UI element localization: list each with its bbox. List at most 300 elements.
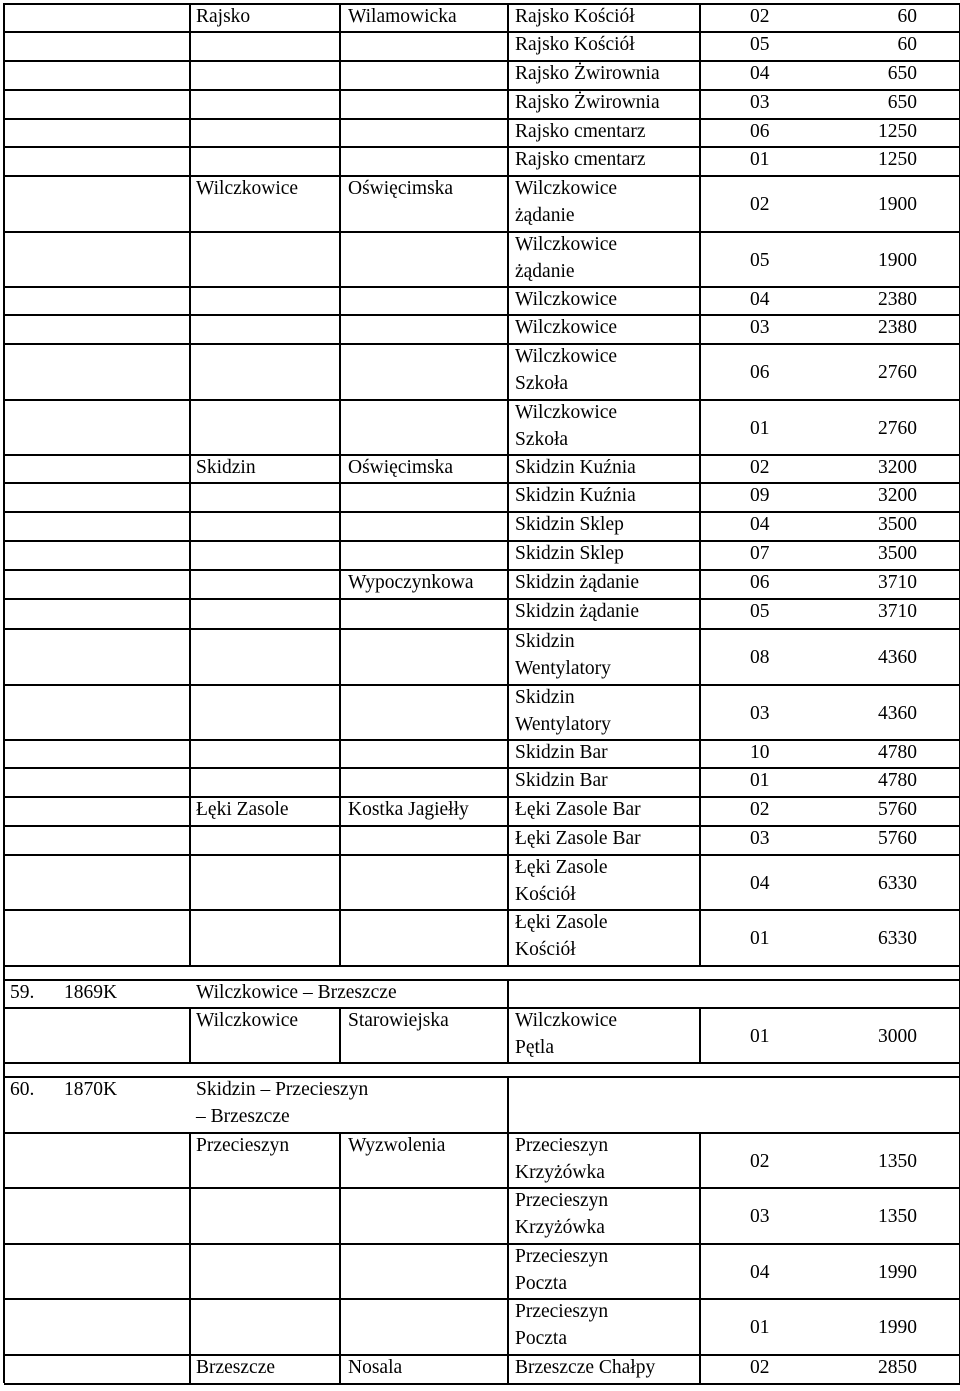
column-border [507,60,509,89]
distance-cell: 3710 [878,601,917,622]
column-border [699,739,701,767]
distance-cell: 2760 [878,417,917,439]
column-border [3,628,5,684]
distance-cell: 3500 [878,514,917,535]
post-number-cell: 04 [750,872,770,894]
column-border [699,1243,701,1298]
column-border [189,89,191,118]
column-border [3,89,5,118]
column-border [699,796,701,825]
stop-name-cell: żądanie [515,261,575,282]
column-border [339,3,341,31]
row-border [4,399,960,401]
row-border [4,628,960,630]
distance-cell: 650 [887,63,917,84]
column-border [3,3,5,31]
column-border [699,628,701,684]
city-cell: Rajsko [196,6,251,27]
stop-name-cell: Skidzin Bar [515,770,608,791]
column-border [699,146,701,175]
post-number-cell: 06 [750,572,770,593]
column-border [507,1132,509,1187]
row-border [4,1132,960,1134]
street-cell: Wilamowicka [348,6,457,27]
column-border [339,540,341,569]
column-border [699,482,701,511]
column-border [3,909,5,965]
column-border [699,684,701,739]
column-border [339,314,341,343]
column-border [699,1132,701,1187]
column-border [3,1354,5,1383]
column-border [3,598,5,628]
row-border [4,979,960,981]
column-border [699,3,701,31]
column-border [507,598,509,628]
post-number-cell: 03 [750,92,770,113]
post-number-cell: 09 [750,485,770,506]
stop-name-cell: Poczta [515,1328,567,1349]
column-border [3,854,5,909]
column-border [339,118,341,146]
column-border [339,739,341,767]
street-cell: Oświęcimska [348,178,454,199]
column-border [3,511,5,540]
row-border [4,343,960,345]
distance-cell: 2380 [878,289,917,310]
column-border [507,796,509,825]
distance-cell: 3200 [878,457,917,478]
distance-cell: 3500 [878,543,917,564]
stop-name-cell: Skidzin Sklep [515,514,624,535]
street-cell: Nosala [348,1357,403,1378]
column-border [699,1354,701,1383]
post-number-cell: 04 [750,63,770,84]
stop-name-cell: Przecieszyn [515,1135,609,1156]
stop-name-cell: Kościół [515,884,576,905]
post-number-cell: 04 [750,514,770,535]
column-border [699,540,701,569]
column-border [189,739,191,767]
column-border [339,482,341,511]
column-border [699,1298,701,1354]
stop-name-cell: Poczta [515,1273,567,1294]
post-number-cell: 02 [750,799,770,820]
column-border [339,854,341,909]
column-border [189,146,191,175]
column-border [189,286,191,314]
post-number-cell: 01 [750,417,770,439]
column-border [339,231,341,286]
stop-name-cell: Rajsko cmentarz [515,149,646,170]
distance-cell: 2850 [878,1357,917,1378]
column-border [3,684,5,739]
column-border [189,1354,191,1383]
distance-cell: 1250 [878,121,917,142]
stop-name-cell: Wentylatory [515,658,611,679]
column-border [189,60,191,89]
column-border [189,454,191,482]
column-border [3,1076,5,1132]
column-border [699,454,701,482]
stop-name-cell: Szkoła [515,373,569,394]
post-number-cell: 08 [750,647,770,668]
column-border [339,511,341,540]
stop-name-cell: Rajsko Żwirownia [515,92,660,113]
column-border [3,767,5,796]
column-border [699,511,701,540]
column-border [507,767,509,796]
column-border [189,628,191,684]
column-border [3,825,5,854]
column-border [339,343,341,399]
column-border [699,175,701,231]
column-border [189,31,191,60]
stop-name-cell: Wilczkowice [515,178,618,199]
post-number-cell: 07 [750,543,770,564]
distance-cell: 4360 [878,647,917,668]
column-border [699,31,701,60]
column-border [339,454,341,482]
column-border [507,1187,509,1243]
post-number-cell: 04 [750,289,770,310]
distance-cell: 3000 [878,1025,917,1047]
column-border [3,399,5,454]
distance-cell: 1990 [878,1261,917,1283]
column-border [3,118,5,146]
column-border [339,399,341,454]
column-border [3,482,5,511]
stop-name-cell: Skidzin Bar [515,742,608,763]
street-cell: Wypoczynkowa [348,572,474,593]
row-border [4,1007,960,1009]
column-border [507,89,509,118]
column-border [507,909,509,965]
column-border [507,454,509,482]
column-border [189,796,191,825]
street-cell: Wyzwolenia [348,1135,446,1156]
stop-name-cell: Krzyżówka [515,1217,605,1238]
route-name: Skidzin – Przecieszyn [196,1079,369,1100]
stop-name-cell: Łęki Zasole [515,857,608,878]
column-border [339,1132,341,1187]
column-border [3,1187,5,1243]
stop-name-cell: Rajsko Kościół [515,34,635,55]
stop-name-cell: Przecieszyn [515,1301,609,1322]
row-border [4,1187,960,1189]
post-number-cell: 03 [750,828,770,849]
post-number-cell: 06 [750,362,770,383]
column-border [339,31,341,60]
column-border [3,569,5,598]
column-border [3,979,5,1007]
post-number-cell: 03 [750,317,770,338]
column-border [699,399,701,454]
column-border [189,569,191,598]
column-border [189,1243,191,1298]
column-border [3,965,5,979]
column-border [699,231,701,286]
stop-name-cell: Wentylatory [515,714,611,735]
stop-name-cell: Skidzin żądanie [515,572,639,593]
column-border [699,60,701,89]
city-cell: Łęki Zasole [196,799,289,820]
column-border [3,739,5,767]
row-border [4,909,960,911]
column-border [189,854,191,909]
city-cell: Brzeszcze [196,1357,276,1378]
column-border [699,825,701,854]
distance-cell: 6330 [878,872,917,894]
column-border [507,314,509,343]
distance-cell: 3200 [878,485,917,506]
post-number-cell: 01 [750,1317,770,1338]
stop-name-cell: Łęki Zasole Bar [515,828,641,849]
column-border [507,343,509,399]
distance-cell: 2760 [878,362,917,383]
street-cell: Oświęcimska [348,457,454,478]
row-border [4,1062,960,1064]
column-border [507,540,509,569]
route-number: 60. [10,1079,35,1100]
column-border [339,1187,341,1243]
stop-name-cell: żądanie [515,205,575,226]
stop-name-cell: Skidzin Kuźnia [515,485,636,506]
stop-name-cell: Krzyżówka [515,1162,605,1183]
stop-name-cell: Szkoła [515,429,569,450]
stop-name-cell: Rajsko Kościół [515,6,635,27]
route-code: 1869K [64,982,118,1003]
row-border [4,1298,960,1300]
distance-cell: 1990 [878,1317,917,1338]
post-number-cell: 10 [750,742,770,763]
column-border [339,628,341,684]
column-border [507,1007,509,1062]
column-border [3,60,5,89]
column-border [507,1076,509,1132]
column-border [507,482,509,511]
column-border [339,1354,341,1383]
column-border [507,231,509,286]
distance-cell: 1250 [878,149,917,170]
column-border [699,569,701,598]
stop-name-cell: Skidzin żądanie [515,601,639,622]
column-border [3,1298,5,1354]
column-border [3,1062,5,1076]
post-number-cell: 02 [750,457,770,478]
column-border [189,825,191,854]
distance-cell: 4780 [878,742,917,763]
column-border [189,767,191,796]
distance-cell: 1350 [878,1206,917,1227]
post-number-cell: 02 [750,1357,770,1378]
post-number-cell: 01 [750,149,770,170]
stop-name-cell: Wilczkowice [515,346,618,367]
distance-cell: 1900 [878,194,917,215]
column-border [189,399,191,454]
column-border [339,598,341,628]
column-border [189,1298,191,1354]
stop-name-cell: Wilczkowice [515,317,618,338]
route-number: 59. [10,982,35,1003]
column-border [507,1354,509,1383]
column-border [507,399,509,454]
post-number-cell: 01 [750,770,770,791]
distance-cell: 3710 [878,572,917,593]
column-border [339,60,341,89]
column-border [3,175,5,231]
column-border [339,796,341,825]
column-border [507,569,509,598]
stop-name-cell: Przecieszyn [515,1190,609,1211]
stop-name-cell: Rajsko cmentarz [515,121,646,142]
route-name: – Brzeszcze [196,1106,290,1127]
route-code: 1870K [64,1079,118,1100]
post-number-cell: 03 [750,702,770,724]
row-border [4,684,960,686]
column-border [699,314,701,343]
column-border [189,118,191,146]
post-number-cell: 02 [750,194,770,215]
stop-name-cell: Wilczkowice [515,289,618,310]
column-border [507,739,509,767]
route-name: Wilczkowice – Brzeszcze [196,982,397,1003]
column-border [699,854,701,909]
stop-name-cell: Kościół [515,939,576,960]
column-border [339,89,341,118]
post-number-cell: 05 [750,249,770,271]
stop-name-cell: Łęki Zasole [515,912,608,933]
column-border [189,598,191,628]
city-cell: Skidzin [196,457,256,478]
distance-cell: 4780 [878,770,917,791]
column-border [339,1007,341,1062]
distance-cell: 5760 [878,828,917,849]
street-cell: Kostka Jagiełły [348,799,469,820]
post-number-cell: 02 [750,6,770,27]
column-border [189,343,191,399]
distance-cell: 6330 [878,928,917,949]
column-border [339,767,341,796]
row-border [4,1076,960,1078]
column-border [339,825,341,854]
column-border [699,286,701,314]
column-border [699,1007,701,1062]
column-border [507,3,509,31]
column-border [189,909,191,965]
column-border [699,89,701,118]
distance-cell: 1350 [878,1150,917,1172]
post-number-cell: 02 [750,1150,770,1172]
column-border [507,286,509,314]
stop-name-cell: Skidzin Kuźnia [515,457,636,478]
post-number-cell: 06 [750,121,770,142]
row-border [4,231,960,233]
column-border [699,767,701,796]
column-border [699,118,701,146]
stop-name-cell: Przecieszyn [515,1246,609,1267]
column-border [507,854,509,909]
column-border [339,1298,341,1354]
distance-cell: 60 [897,34,917,55]
distance-cell: 4360 [878,702,917,724]
column-border [3,146,5,175]
post-number-cell: 05 [750,601,770,622]
column-border [699,343,701,399]
column-border [189,314,191,343]
distance-cell: 5760 [878,799,917,820]
column-border [339,909,341,965]
column-border [339,684,341,739]
stop-name-cell: Rajsko Żwirownia [515,63,660,84]
city-cell: Wilczkowice [196,178,299,199]
column-border [189,231,191,286]
column-border [507,628,509,684]
post-number-cell: 04 [750,1261,770,1283]
column-border [339,286,341,314]
stop-name-cell: Wilczkowice [515,1010,618,1031]
row-border [4,175,960,177]
distance-cell: 2380 [878,317,917,338]
street-cell: Starowiejska [348,1010,449,1031]
distance-cell: 1900 [878,249,917,271]
column-border [189,3,191,31]
column-border [339,146,341,175]
column-border [507,146,509,175]
column-border [189,175,191,231]
column-border [507,118,509,146]
column-border [3,540,5,569]
post-number-cell: 03 [750,1206,770,1227]
column-border [3,231,5,286]
column-border [507,1243,509,1298]
stop-name-cell: Brzeszcze Chałpy [515,1357,656,1378]
column-border [189,1132,191,1187]
column-border [699,909,701,965]
column-border [189,482,191,511]
column-border [189,511,191,540]
column-border [3,1243,5,1298]
row-border [4,854,960,856]
column-border [3,343,5,399]
column-border [189,684,191,739]
column-border [3,314,5,343]
column-border [507,979,509,1007]
post-number-cell: 05 [750,34,770,55]
stop-name-cell: Wilczkowice [515,234,618,255]
column-border [699,1187,701,1243]
row-border [4,1243,960,1245]
stop-name-cell: Pętla [515,1037,554,1058]
column-border [3,1132,5,1187]
column-border [339,569,341,598]
table-bottom-border [4,1383,960,1385]
column-border [189,1187,191,1243]
post-number-cell: 01 [750,928,770,949]
column-border [3,454,5,482]
column-border [699,598,701,628]
column-border [507,511,509,540]
column-border [3,1007,5,1062]
stop-name-cell: Łęki Zasole Bar [515,799,641,820]
column-border [507,175,509,231]
column-border [339,175,341,231]
city-cell: Wilczkowice [196,1010,299,1031]
column-border [3,286,5,314]
distance-cell: 650 [887,92,917,113]
column-border [339,1243,341,1298]
column-border [3,31,5,60]
